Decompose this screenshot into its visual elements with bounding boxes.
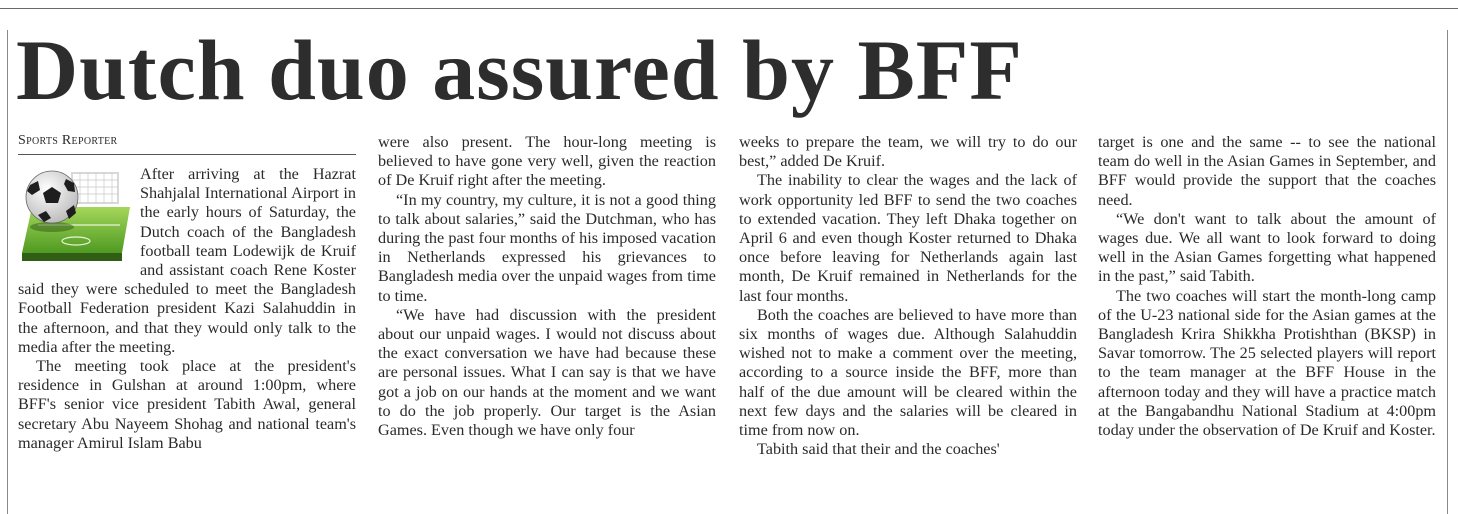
paragraph: “We don't want to talk about the amount of wages due. We all want to look forward to doing well in the Asian Games forgetting what happened in the past,” said Tabith. <box>1098 209 1436 286</box>
paragraph: “We have had discussion with the president about our unpaid wages. I would not discuss about the exact conversation we have had because these are personal issues. What I can say is that we have got a job on our hands at the moment and we want to do the job properly. Our target is the Asian Games. Even though we have only four <box>378 305 716 440</box>
paragraph: The two coaches will start the month-long camp of the U-23 national side for the Asian games at the Bangladesh Krira Shikkha Protishthan (BKSP) in Savar tomorrow. The 25 selected players will report to the team manager at the BFF House in the afternoon today and they will have a practice match at the Bangabandhu National Stadium at 4:00pm today under the observation of De Kruif and Koster. <box>1098 286 1436 440</box>
paragraph: The inability to clear the wages and the lack of work opportunity led BFF to send the two coaches to extended vacation. They left Dhaka together on April 6 and even though Koster returned to Dhaka once before leaving for Netherlands again last month, De Kruif remained in Netherlands for the last four months. <box>739 171 1077 305</box>
paragraph: “In my country, my culture, it is not a good thing to talk about salaries,” said the Dutchman, who has during the past four months of his imposed vacation in Netherlands expressed his grievances to Bangladesh media over the unpaid wages from time to time. <box>378 190 716 305</box>
right-column-rule <box>1447 30 1448 514</box>
article-column-2 <box>378 133 716 440</box>
article-column-1 <box>18 131 356 453</box>
football-goal-icon <box>18 165 130 263</box>
byline: Sports Reporter <box>18 131 356 155</box>
paragraph: Tabith said that their and the coaches' <box>757 440 1000 459</box>
paragraph: target is one and the same -- to see the national team do well in the Asian Games in September, and BFF would provide the support that the coaches need. <box>1098 133 1436 209</box>
paragraph: After arriving at the Hazrat Shahjalal International Airport in the early hours of Saturday, the Dutch coach of the Bangladesh football team Lodewijk de Kruif and assistant coach Rene Koster said they were scheduled to meet the Bangladesh Football Federation president Kazi Salahuddin in the afternoon, and that they would only talk to the media after the meeting. <box>18 165 356 356</box>
paragraph: Both the coaches are believed to have more than six months of wages due. Although Salahuddin wished not to make a comment over the meeting, according to a source inside the BFF, more than half of the due amount will be cleared within the next few days and the salaries will be cleared in time from now on. <box>739 305 1077 440</box>
article-column-4 <box>1098 133 1436 440</box>
paragraph: The meeting took place at the president's residence in Gulshan at around 1:00pm, where BFF's senior vice president Tabith Awal, general secretary Abu Nayeem Shohag and national team's manager Amirul Islam Babu <box>18 357 356 452</box>
headline: Dutch duo assured by BFF <box>16 22 1023 118</box>
article-column-3 <box>739 133 1077 459</box>
paragraph: weeks to prepare the team, we will try to do our best,” added De Kruif. <box>739 133 1077 171</box>
left-column-rule <box>7 30 8 514</box>
paragraph: were also present. The hour-long meeting is believed to have gone very well, given the reaction of De Kruif right after the meeting. <box>378 133 716 190</box>
top-rule <box>0 8 1458 9</box>
